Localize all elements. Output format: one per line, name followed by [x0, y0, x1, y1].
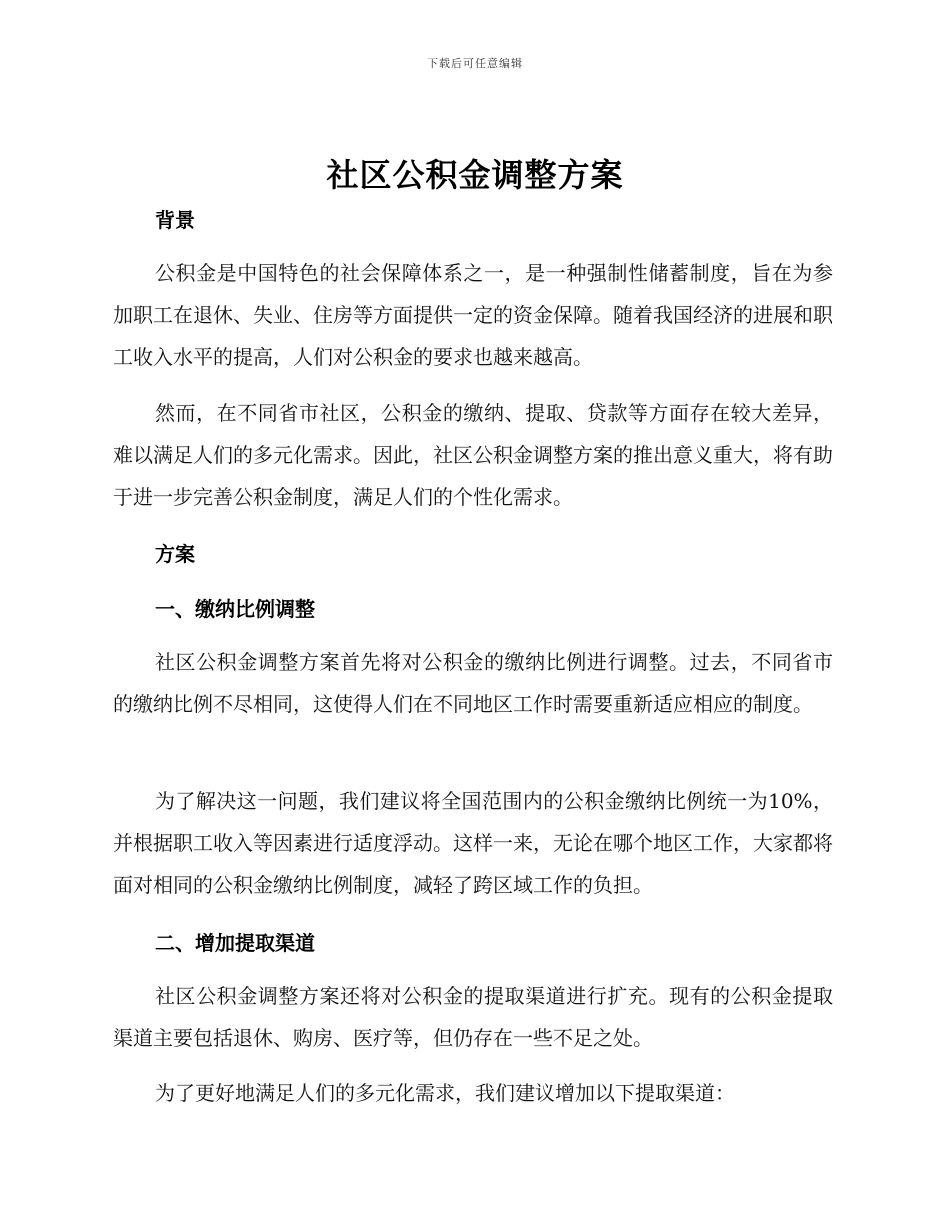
paragraph-background-2: 然而，在不同省市社区，公积金的缴纳、提取、贷款等方面存在较大差异，难以满足人们的多元化需求。因此，社区公积金调整方案的推出意义重大，将有助于进一步完善公积金制度，满足人们的个性化需求。 [113, 401, 833, 509]
paragraph-section-2-1: 社区公积金调整方案还将对公积金的提取渠道进行扩充。现有的公积金提取渠道主要包括退休、购房、医疗等，但仍存在一些不足之处。 [113, 984, 833, 1050]
document-title: 社区公积金调整方案 [326, 156, 624, 194]
paragraph-section-1-1: 社区公积金调整方案首先将对公积金的缴纳比例进行调整。过去，不同省市的缴纳比例不尽相同，这使得人们在不同地区工作时需要重新适应相应的制度。 [113, 650, 833, 716]
paragraph-section-2-2: 为了更好地满足人们的多元化需求，我们建议增加以下提取渠道： [155, 1081, 735, 1105]
heading-plan: 方案 [155, 542, 195, 566]
paragraph-background-1: 公积金是中国特色的社会保障体系之一，是一种强制性储蓄制度，旨在为参加职工在退休、失业、住房等方面提供一定的资金保障。随着我国经济的进展和职工收入水平的提高，人们对公积金的要求也越来越高。 [113, 261, 833, 369]
paragraph-section-1-2: 为了解决这一问题，我们建议将全国范围内的公积金缴纳比例统一为10%，并根据职工收入等因素进行适度浮动。这样一来，无论在哪个地区工作，大家都将面对相同的公积金缴纳比例制度，减轻了跨区域工作的负担。 [113, 789, 833, 897]
heading-section-2: 二、增加提取渠道 [155, 931, 315, 955]
heading-section-1: 一、缴纳比例调整 [155, 597, 315, 621]
heading-background: 背景 [155, 208, 195, 232]
header-note: 下载后可任意编辑 [427, 57, 523, 70]
